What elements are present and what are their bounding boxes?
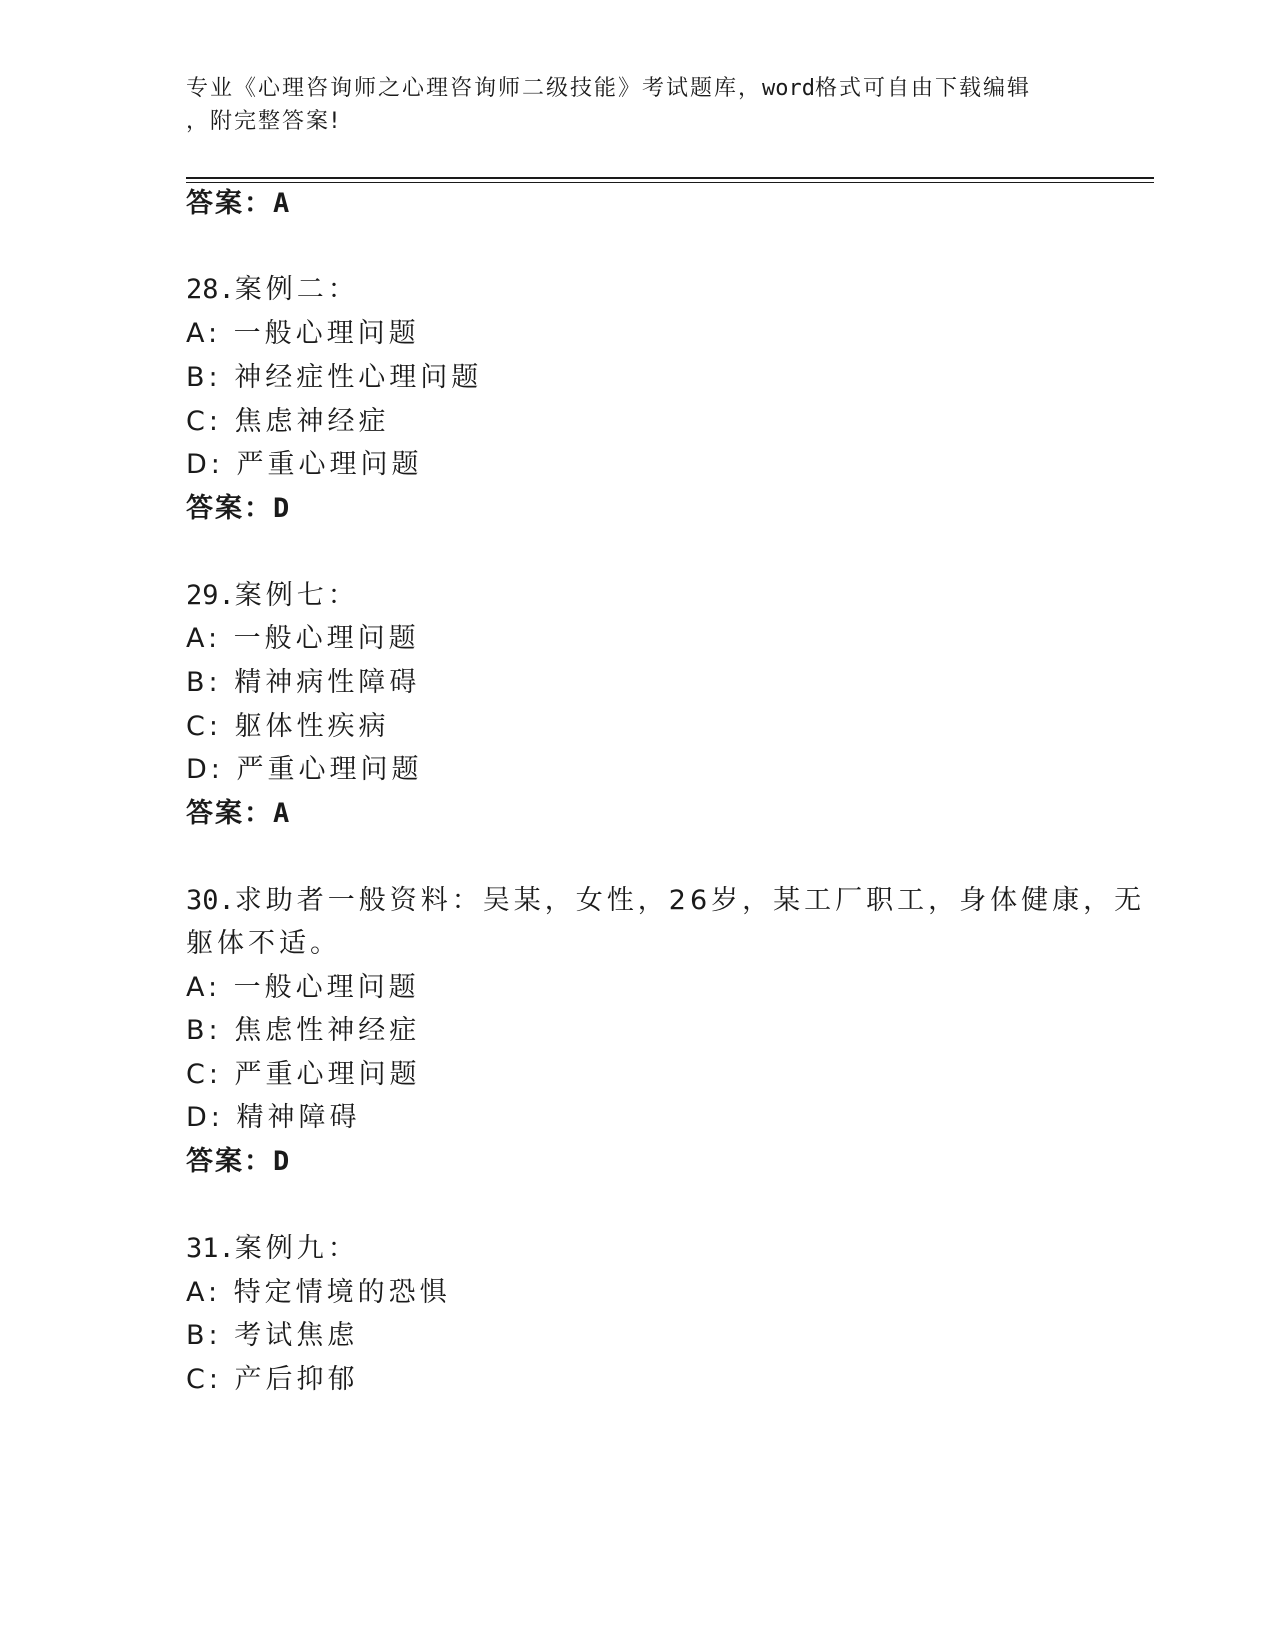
question-number: 29. [186,580,235,611]
option-d: D: 严重心理问题 [186,754,423,785]
answer-value: A [273,188,290,219]
option-d: D: 精神障碍 [186,1102,361,1133]
question-text: 案例九： [234,1233,359,1264]
question-stem [186,1231,359,1267]
header-text-post: 格式可自由下载编辑 [815,76,1032,101]
option-b: B: 考试焦虑 [186,1320,359,1351]
answer-label: 答案： [186,493,273,524]
option-c: C: 产后抑郁 [186,1364,359,1395]
question-text: 案例二： [234,274,359,305]
answer-value: A [273,798,290,829]
option-b: B: 焦虑性神经症 [186,1015,421,1046]
answer-label: 答案： [186,188,273,219]
answer-line [186,1144,289,1180]
option-d: D: 严重心理问题 [186,449,423,480]
option-c: C: 严重心理问题 [186,1059,421,1090]
answer-value: D [273,493,290,524]
question-number: 28. [186,274,235,305]
header-text-pre: 专业《心理咨询师之心理咨询师二级技能》考试题库， [186,76,763,101]
header-divider-thick [186,177,1154,179]
question-text-continued: 躯体不适。 [186,928,341,959]
question-number: 30. [186,885,235,916]
option-b: B: 精神病性障碍 [186,667,421,698]
document-header [186,72,1066,138]
question-text: 案例七： [234,580,359,611]
option-a: A: 特定情境的恐惧 [186,1277,451,1308]
header-line-2: ，附完整答案! [186,109,341,134]
answer-value: D [273,1146,290,1177]
answer-line [186,186,289,222]
option-a: A: 一般心理问题 [186,318,420,349]
option-c: C: 焦虑神经症 [186,406,390,437]
header-divider-thin [186,182,1154,183]
option-b: B: 神经症性心理问题 [186,362,483,393]
answer-label: 答案： [186,798,273,829]
option-a: A: 一般心理问题 [186,623,420,654]
question-stem [186,883,1145,919]
question-stem [186,578,359,614]
answer-line [186,796,289,832]
header-text-word: word [762,76,815,101]
answer-line [186,491,289,527]
answer-label: 答案： [186,1146,273,1177]
question-stem [186,272,359,308]
question-text: 求助者一般资料：吴某，女性，26岁，某工厂职工，身体健康，无 [234,885,1146,916]
option-c: C: 躯体性疾病 [186,711,390,742]
header-line-1 [186,72,1066,105]
option-a: A: 一般心理问题 [186,972,420,1003]
question-number: 31. [186,1233,235,1264]
